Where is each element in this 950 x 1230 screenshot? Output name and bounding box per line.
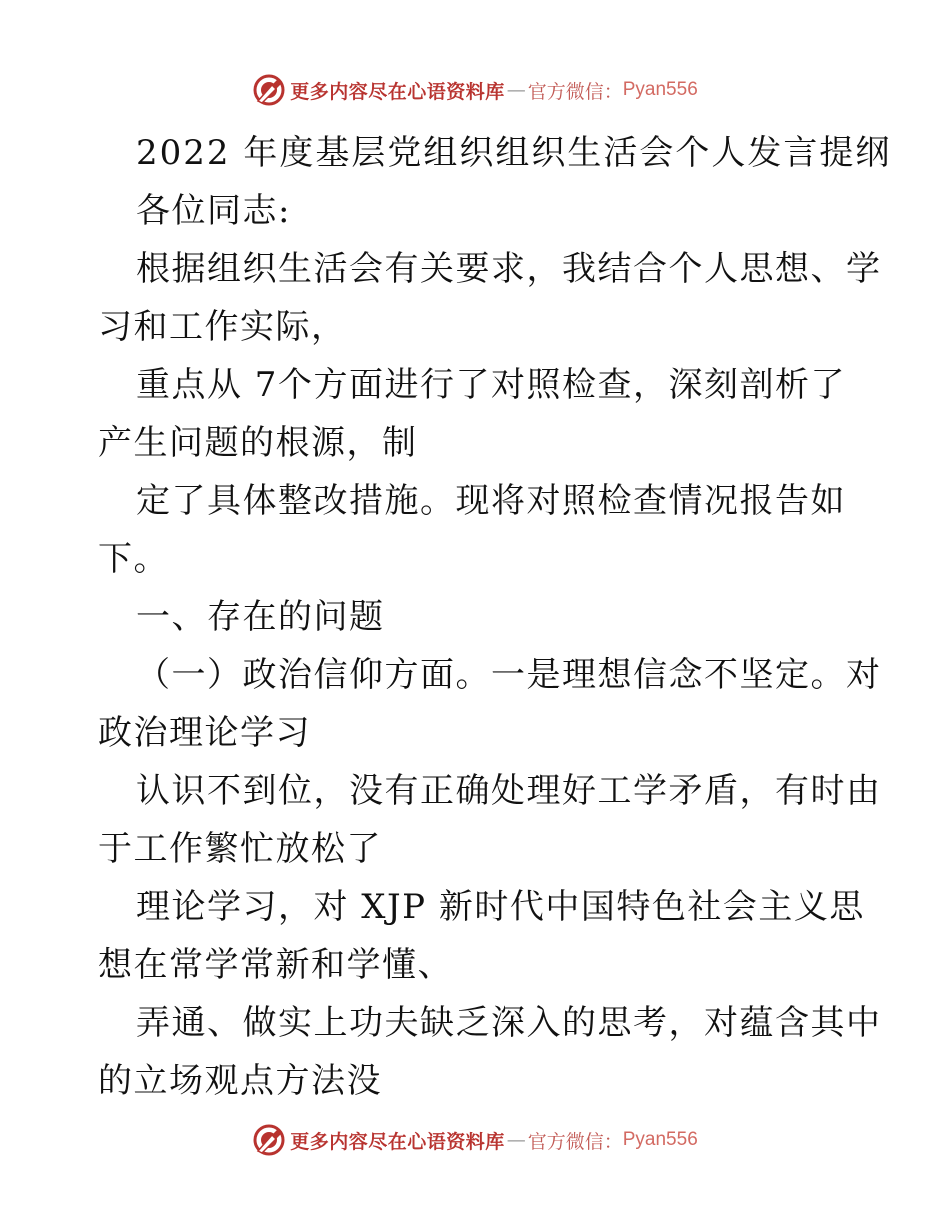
paragraph-line: 的立场观点方法没 [98, 1061, 382, 1101]
banner-brand-text: 更多内容尽在心语资料库 [290, 1130, 505, 1153]
paragraph-line: 重点从 7个方面进行了对照检查，深刻剖析了 [136, 365, 846, 405]
paragraph-line: 想在常学常新和学懂、 [98, 945, 453, 985]
banner-wechat-label: 官方微信： [527, 1130, 623, 1153]
paragraph-line: 认识不到位，没有正确处理好工学矛盾，有时由 [136, 771, 882, 811]
paragraph-line: 根据组织生活会有关要求，我结合个人思想、学 [136, 249, 882, 289]
paragraph-line: 弄通、做实上功夫缺乏深入的思考，对蕴含其中 [136, 1003, 882, 1043]
paragraph-line: （一）政治信仰方面。一是理想信念不坚定。对 [136, 655, 882, 695]
banner-dash: — [506, 79, 526, 101]
banner-brand-text: 更多内容尽在心语资料库 [290, 80, 505, 103]
paragraph-line: 定了具体整改措施。现将对照检查情况报告如 [136, 481, 846, 521]
banner-wechat-id: Pyan556 [622, 79, 698, 100]
banner-wechat-label: 官方微信： [527, 80, 623, 103]
paragraph-line: 习和工作实际， [98, 307, 347, 347]
banner-dash: — [506, 1129, 526, 1151]
paragraph-line: 于工作繁忙放松了 [98, 829, 382, 869]
paragraph-line: 政治理论学习 [98, 713, 311, 753]
pen-seal-icon [252, 73, 286, 107]
paragraph-line: 产生问题的根源，制 [98, 423, 418, 463]
document-title: 2022 年度基层党组织组织生活会个人发言提纲 [136, 133, 892, 173]
paragraph-line: 理论学习，对 XJP 新时代中国特色社会主义思 [136, 887, 865, 927]
header-watermark-banner [0, 70, 950, 110]
banner-wechat-id: Pyan556 [622, 1129, 698, 1150]
section-heading: 一、存在的问题 [136, 597, 385, 637]
footer-watermark-banner [0, 1120, 950, 1160]
paragraph-line: 下。 [98, 539, 169, 579]
document-body [98, 124, 892, 1110]
pen-seal-icon [252, 1123, 286, 1157]
salutation: 各位同志: [136, 191, 291, 231]
